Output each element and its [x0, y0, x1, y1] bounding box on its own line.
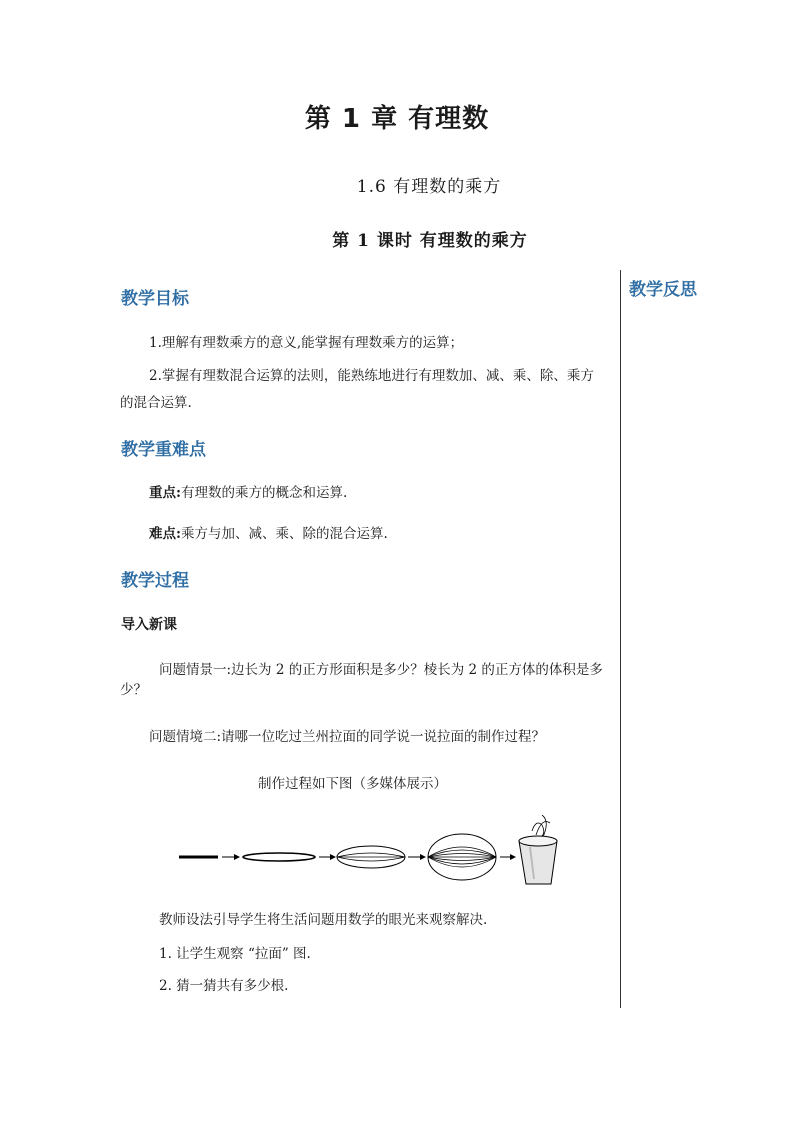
focus-line	[149, 479, 347, 507]
lesson-title: 第 1 课时 有理数的乘方	[332, 231, 528, 251]
noodle-bundle-large	[428, 834, 496, 880]
arrow-1	[222, 854, 240, 860]
chapter-title: 第 1 章 有理数	[304, 104, 490, 134]
noodle-bundle-small	[337, 846, 405, 868]
arrow-4	[500, 854, 516, 860]
objective-item-2-cont: 的混合运算.	[120, 395, 192, 411]
process-heading: 教学过程	[121, 571, 189, 591]
noodle-bowl	[519, 815, 557, 884]
objective-item-2: 2.掌握有理数混合运算的法则，能熟练地进行有理数加、减、乘、除、乘方	[149, 368, 594, 384]
noodle-process-figure	[170, 815, 565, 887]
key-points-heading: 教学重难点	[121, 440, 206, 460]
intro-heading: 导入新课	[121, 617, 177, 633]
scenario-2: 问题情境二:请哪一位吃过兰州拉面的同学说一说拉面的制作过程？	[149, 729, 546, 745]
focus-label: 重点:	[149, 485, 181, 501]
arrow-2	[319, 854, 336, 860]
arrow-3	[408, 854, 426, 860]
objectives-heading: 教学目标	[121, 289, 189, 309]
objective-item-1: 1.理解有理数乘方的意义,能掌握有理数乘方的运算；	[149, 335, 464, 351]
section-title: 1.6 有理数的乘方	[356, 177, 502, 197]
step-2: 2. 猜一猜共有多少根.	[159, 978, 289, 994]
margin-divider	[620, 270, 621, 1008]
focus-text: 有理数的乘方的概念和运算.	[180, 485, 348, 501]
scenario-1: 问题情景一:边长为 2 的正方形面积是多少？棱长为 2 的正方体的体积是多	[159, 662, 603, 678]
teacher-note: 教师设法引导学生将生活问题用数学的眼光来观察解决.	[159, 912, 488, 928]
noodle-loop	[243, 853, 315, 861]
reflection-heading: 教学反思	[629, 280, 697, 300]
figure-caption: 制作过程如下图（多媒体展示）	[258, 776, 447, 792]
scenario-1-cont: 少？	[120, 682, 147, 698]
step-1: 1. 让学生观察 “拉面” 图.	[159, 946, 311, 962]
difficulty-text: 乘方与加、减、乘、除的混合运算.	[180, 526, 388, 542]
difficulty-label: 难点:	[149, 526, 181, 542]
difficulty-line	[149, 520, 388, 548]
